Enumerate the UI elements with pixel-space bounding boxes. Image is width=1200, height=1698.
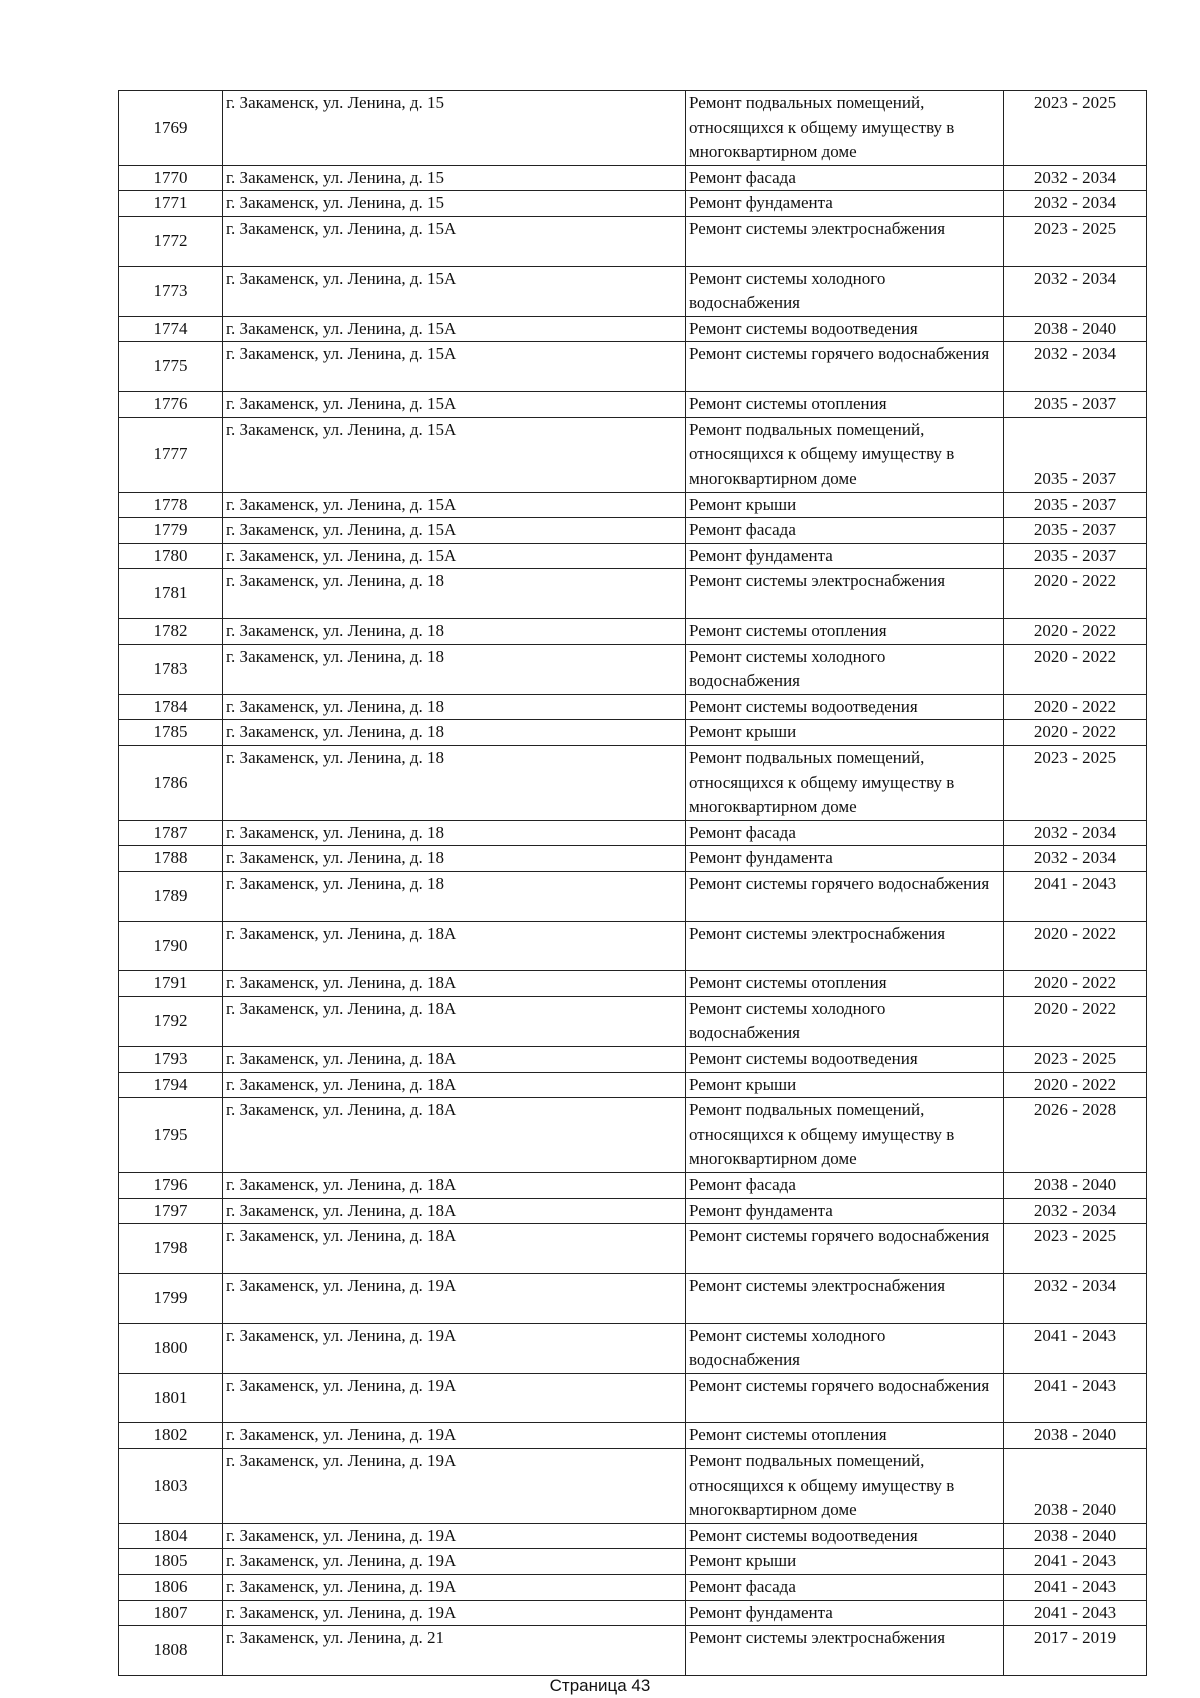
row-number: 1780 <box>119 543 223 569</box>
row-number: 1798 <box>119 1224 223 1274</box>
period-cell: 2020 - 2022 <box>1004 720 1147 746</box>
row-number: 1775 <box>119 342 223 392</box>
period-cell: 2020 - 2022 <box>1004 644 1147 694</box>
period-cell: 2023 - 2025 <box>1004 216 1147 266</box>
work-type-cell: Ремонт системы горячего водоснабжения <box>686 871 1004 921</box>
row-number: 1769 <box>119 91 223 166</box>
row-number: 1772 <box>119 216 223 266</box>
row-number: 1771 <box>119 191 223 217</box>
address-cell: г. Закаменск, ул. Ленина, д. 15А <box>223 492 686 518</box>
table-row <box>119 996 1147 1046</box>
address-cell: г. Закаменск, ул. Ленина, д. 18 <box>223 618 686 644</box>
table-row <box>119 921 1147 971</box>
work-type-cell: Ремонт фасада <box>686 1173 1004 1199</box>
table-row <box>119 820 1147 846</box>
address-cell: г. Закаменск, ул. Ленина, д. 19А <box>223 1449 686 1524</box>
work-type-cell: Ремонт системы холодного водоснабжения <box>686 1323 1004 1373</box>
address-cell: г. Закаменск, ул. Ленина, д. 15 <box>223 165 686 191</box>
page-number: Страница 43 <box>549 1676 651 1695</box>
row-number: 1796 <box>119 1173 223 1199</box>
table-row <box>119 971 1147 997</box>
table-row <box>119 1273 1147 1323</box>
address-cell: г. Закаменск, ул. Ленина, д. 15А <box>223 342 686 392</box>
period-cell: 2035 - 2037 <box>1004 417 1147 492</box>
period-cell: 2038 - 2040 <box>1004 316 1147 342</box>
table-row <box>119 846 1147 872</box>
work-type-cell: Ремонт системы отопления <box>686 392 1004 418</box>
work-type-cell: Ремонт подвальных помещений, относящихся к общему имуществу в многоквартирном доме <box>686 91 1004 166</box>
work-type-cell: Ремонт фундамента <box>686 543 1004 569</box>
period-cell: 2041 - 2043 <box>1004 871 1147 921</box>
work-type-cell: Ремонт системы холодного водоснабжения <box>686 644 1004 694</box>
work-type-cell: Ремонт системы водоотведения <box>686 1047 1004 1073</box>
row-number: 1802 <box>119 1423 223 1449</box>
address-cell: г. Закаменск, ул. Ленина, д. 19А <box>223 1323 686 1373</box>
period-cell: 2032 - 2034 <box>1004 191 1147 217</box>
row-number: 1787 <box>119 820 223 846</box>
address-cell: г. Закаменск, ул. Ленина, д. 18 <box>223 644 686 694</box>
period-cell: 2041 - 2043 <box>1004 1549 1147 1575</box>
work-type-cell: Ремонт системы водоотведения <box>686 316 1004 342</box>
address-cell: г. Закаменск, ул. Ленина, д. 18 <box>223 720 686 746</box>
period-cell: 2020 - 2022 <box>1004 996 1147 1046</box>
table-row <box>119 1323 1147 1373</box>
address-cell: г. Закаменск, ул. Ленина, д. 15А <box>223 417 686 492</box>
address-cell: г. Закаменск, ул. Ленина, д. 18 <box>223 569 686 619</box>
table-row <box>119 1600 1147 1626</box>
period-cell: 2038 - 2040 <box>1004 1423 1147 1449</box>
period-cell: 2023 - 2025 <box>1004 745 1147 820</box>
period-cell: 2026 - 2028 <box>1004 1098 1147 1173</box>
table-row <box>119 1449 1147 1524</box>
period-cell: 2032 - 2034 <box>1004 846 1147 872</box>
row-number: 1790 <box>119 921 223 971</box>
period-cell: 2032 - 2034 <box>1004 1198 1147 1224</box>
row-number: 1792 <box>119 996 223 1046</box>
address-cell: г. Закаменск, ул. Ленина, д. 19А <box>223 1373 686 1423</box>
work-type-cell: Ремонт подвальных помещений, относящихся к общему имуществу в многоквартирном доме <box>686 745 1004 820</box>
row-number: 1783 <box>119 644 223 694</box>
table-row <box>119 1098 1147 1173</box>
period-cell: 2038 - 2040 <box>1004 1449 1147 1524</box>
row-number: 1782 <box>119 618 223 644</box>
work-type-cell: Ремонт подвальных помещений, относящихся к общему имуществу в многоквартирном доме <box>686 1098 1004 1173</box>
table-row <box>119 1072 1147 1098</box>
period-cell: 2032 - 2034 <box>1004 1273 1147 1323</box>
period-cell: 2020 - 2022 <box>1004 921 1147 971</box>
row-number: 1808 <box>119 1626 223 1676</box>
address-cell: г. Закаменск, ул. Ленина, д. 18А <box>223 921 686 971</box>
address-cell: г. Закаменск, ул. Ленина, д. 15А <box>223 543 686 569</box>
table-row <box>119 618 1147 644</box>
table-row <box>119 392 1147 418</box>
address-cell: г. Закаменск, ул. Ленина, д. 19А <box>223 1575 686 1601</box>
address-cell: г. Закаменск, ул. Ленина, д. 18 <box>223 745 686 820</box>
work-type-cell: Ремонт системы отопления <box>686 1423 1004 1449</box>
address-cell: г. Закаменск, ул. Ленина, д. 19А <box>223 1600 686 1626</box>
address-cell: г. Закаменск, ул. Ленина, д. 18А <box>223 1072 686 1098</box>
address-cell: г. Закаменск, ул. Ленина, д. 18 <box>223 820 686 846</box>
period-cell: 2023 - 2025 <box>1004 1224 1147 1274</box>
table-row <box>119 1549 1147 1575</box>
row-number: 1777 <box>119 417 223 492</box>
row-number: 1793 <box>119 1047 223 1073</box>
work-type-cell: Ремонт подвальных помещений, относящихся к общему имуществу в многоквартирном доме <box>686 417 1004 492</box>
table-row <box>119 165 1147 191</box>
table-row <box>119 871 1147 921</box>
address-cell: г. Закаменск, ул. Ленина, д. 19А <box>223 1549 686 1575</box>
period-cell: 2020 - 2022 <box>1004 1072 1147 1098</box>
work-type-cell: Ремонт системы отопления <box>686 971 1004 997</box>
address-cell: г. Закаменск, ул. Ленина, д. 18 <box>223 871 686 921</box>
row-number: 1807 <box>119 1600 223 1626</box>
address-cell: г. Закаменск, ул. Ленина, д. 18А <box>223 1198 686 1224</box>
work-type-cell: Ремонт системы горячего водоснабжения <box>686 1224 1004 1274</box>
address-cell: г. Закаменск, ул. Ленина, д. 18А <box>223 1173 686 1199</box>
period-cell: 2017 - 2019 <box>1004 1626 1147 1676</box>
work-type-cell: Ремонт крыши <box>686 1549 1004 1575</box>
work-type-cell: Ремонт фундамента <box>686 1198 1004 1224</box>
table-row <box>119 745 1147 820</box>
table-row <box>119 1047 1147 1073</box>
row-number: 1800 <box>119 1323 223 1373</box>
address-cell: г. Закаменск, ул. Ленина, д. 15А <box>223 266 686 316</box>
address-cell: г. Закаменск, ул. Ленина, д. 21 <box>223 1626 686 1676</box>
period-cell: 2041 - 2043 <box>1004 1323 1147 1373</box>
work-type-cell: Ремонт фундамента <box>686 846 1004 872</box>
address-cell: г. Закаменск, ул. Ленина, д. 18А <box>223 1224 686 1274</box>
period-cell: 2020 - 2022 <box>1004 971 1147 997</box>
period-cell: 2020 - 2022 <box>1004 694 1147 720</box>
work-type-cell: Ремонт системы отопления <box>686 618 1004 644</box>
work-type-cell: Ремонт системы электроснабжения <box>686 216 1004 266</box>
work-type-cell: Ремонт фундамента <box>686 1600 1004 1626</box>
table-row <box>119 216 1147 266</box>
table-row <box>119 720 1147 746</box>
row-number: 1797 <box>119 1198 223 1224</box>
period-cell: 2032 - 2034 <box>1004 266 1147 316</box>
work-type-cell: Ремонт фасада <box>686 1575 1004 1601</box>
period-cell: 2041 - 2043 <box>1004 1600 1147 1626</box>
address-cell: г. Закаменск, ул. Ленина, д. 18 <box>223 846 686 872</box>
table-row <box>119 1575 1147 1601</box>
table-row <box>119 518 1147 544</box>
table-row <box>119 543 1147 569</box>
table-row <box>119 1198 1147 1224</box>
period-cell: 2035 - 2037 <box>1004 518 1147 544</box>
table-row <box>119 191 1147 217</box>
row-number: 1773 <box>119 266 223 316</box>
address-cell: г. Закаменск, ул. Ленина, д. 18А <box>223 996 686 1046</box>
table-body <box>119 91 1147 1676</box>
work-type-cell: Ремонт системы горячего водоснабжения <box>686 1373 1004 1423</box>
row-number: 1770 <box>119 165 223 191</box>
work-type-cell: Ремонт системы холодного водоснабжения <box>686 266 1004 316</box>
work-type-cell: Ремонт фундамента <box>686 191 1004 217</box>
address-cell: г. Закаменск, ул. Ленина, д. 19А <box>223 1273 686 1323</box>
row-number: 1789 <box>119 871 223 921</box>
address-cell: г. Закаменск, ул. Ленина, д. 15 <box>223 91 686 166</box>
row-number: 1778 <box>119 492 223 518</box>
period-cell: 2038 - 2040 <box>1004 1173 1147 1199</box>
table-row <box>119 492 1147 518</box>
period-cell: 2035 - 2037 <box>1004 543 1147 569</box>
period-cell: 2035 - 2037 <box>1004 392 1147 418</box>
period-cell: 2041 - 2043 <box>1004 1373 1147 1423</box>
address-cell: г. Закаменск, ул. Ленина, д. 19А <box>223 1423 686 1449</box>
row-number: 1785 <box>119 720 223 746</box>
table-row <box>119 266 1147 316</box>
table-row <box>119 1173 1147 1199</box>
row-number: 1799 <box>119 1273 223 1323</box>
row-number: 1779 <box>119 518 223 544</box>
row-number: 1795 <box>119 1098 223 1173</box>
period-cell: 2032 - 2034 <box>1004 820 1147 846</box>
address-cell: г. Закаменск, ул. Ленина, д. 18А <box>223 1047 686 1073</box>
row-number: 1788 <box>119 846 223 872</box>
work-type-cell: Ремонт системы электроснабжения <box>686 921 1004 971</box>
row-number: 1794 <box>119 1072 223 1098</box>
work-type-cell: Ремонт системы электроснабжения <box>686 1273 1004 1323</box>
row-number: 1806 <box>119 1575 223 1601</box>
work-type-cell: Ремонт системы электроснабжения <box>686 569 1004 619</box>
address-cell: г. Закаменск, ул. Ленина, д. 15А <box>223 392 686 418</box>
table-row <box>119 1523 1147 1549</box>
table-row <box>119 1423 1147 1449</box>
row-number: 1805 <box>119 1549 223 1575</box>
row-number: 1781 <box>119 569 223 619</box>
table-row <box>119 1373 1147 1423</box>
address-cell: г. Закаменск, ул. Ленина, д. 19А <box>223 1523 686 1549</box>
work-type-cell: Ремонт системы водоотведения <box>686 1523 1004 1549</box>
row-number: 1776 <box>119 392 223 418</box>
work-type-cell: Ремонт системы холодного водоснабжения <box>686 996 1004 1046</box>
table-row <box>119 417 1147 492</box>
period-cell: 2032 - 2034 <box>1004 342 1147 392</box>
address-cell: г. Закаменск, ул. Ленина, д. 15А <box>223 518 686 544</box>
row-number: 1801 <box>119 1373 223 1423</box>
period-cell: 2023 - 2025 <box>1004 1047 1147 1073</box>
table-row <box>119 342 1147 392</box>
work-type-cell: Ремонт фасада <box>686 820 1004 846</box>
row-number: 1784 <box>119 694 223 720</box>
address-cell: г. Закаменск, ул. Ленина, д. 15А <box>223 316 686 342</box>
row-number: 1804 <box>119 1523 223 1549</box>
work-type-cell: Ремонт крыши <box>686 720 1004 746</box>
work-type-cell: Ремонт системы электроснабжения <box>686 1626 1004 1676</box>
table-row <box>119 1626 1147 1676</box>
period-cell: 2035 - 2037 <box>1004 492 1147 518</box>
address-cell: г. Закаменск, ул. Ленина, д. 18А <box>223 971 686 997</box>
period-cell: 2032 - 2034 <box>1004 165 1147 191</box>
row-number: 1774 <box>119 316 223 342</box>
period-cell: 2020 - 2022 <box>1004 569 1147 619</box>
work-type-cell: Ремонт фасада <box>686 165 1004 191</box>
repair-schedule-table <box>118 90 1147 1676</box>
row-number: 1803 <box>119 1449 223 1524</box>
table-row <box>119 644 1147 694</box>
period-cell: 2038 - 2040 <box>1004 1523 1147 1549</box>
row-number: 1786 <box>119 745 223 820</box>
table-row <box>119 694 1147 720</box>
table-row <box>119 91 1147 166</box>
table-row <box>119 316 1147 342</box>
period-cell: 2041 - 2043 <box>1004 1575 1147 1601</box>
work-type-cell: Ремонт крыши <box>686 1072 1004 1098</box>
row-number: 1791 <box>119 971 223 997</box>
address-cell: г. Закаменск, ул. Ленина, д. 18 <box>223 694 686 720</box>
work-type-cell: Ремонт системы горячего водоснабжения <box>686 342 1004 392</box>
work-type-cell: Ремонт подвальных помещений, относящихся к общему имуществу в многоквартирном доме <box>686 1449 1004 1524</box>
period-cell: 2023 - 2025 <box>1004 91 1147 166</box>
work-type-cell: Ремонт крыши <box>686 492 1004 518</box>
address-cell: г. Закаменск, ул. Ленина, д. 18А <box>223 1098 686 1173</box>
table-row <box>119 569 1147 619</box>
table-row <box>119 1224 1147 1274</box>
period-cell: 2020 - 2022 <box>1004 618 1147 644</box>
address-cell: г. Закаменск, ул. Ленина, д. 15 <box>223 191 686 217</box>
address-cell: г. Закаменск, ул. Ленина, д. 15А <box>223 216 686 266</box>
work-type-cell: Ремонт системы водоотведения <box>686 694 1004 720</box>
work-type-cell: Ремонт фасада <box>686 518 1004 544</box>
